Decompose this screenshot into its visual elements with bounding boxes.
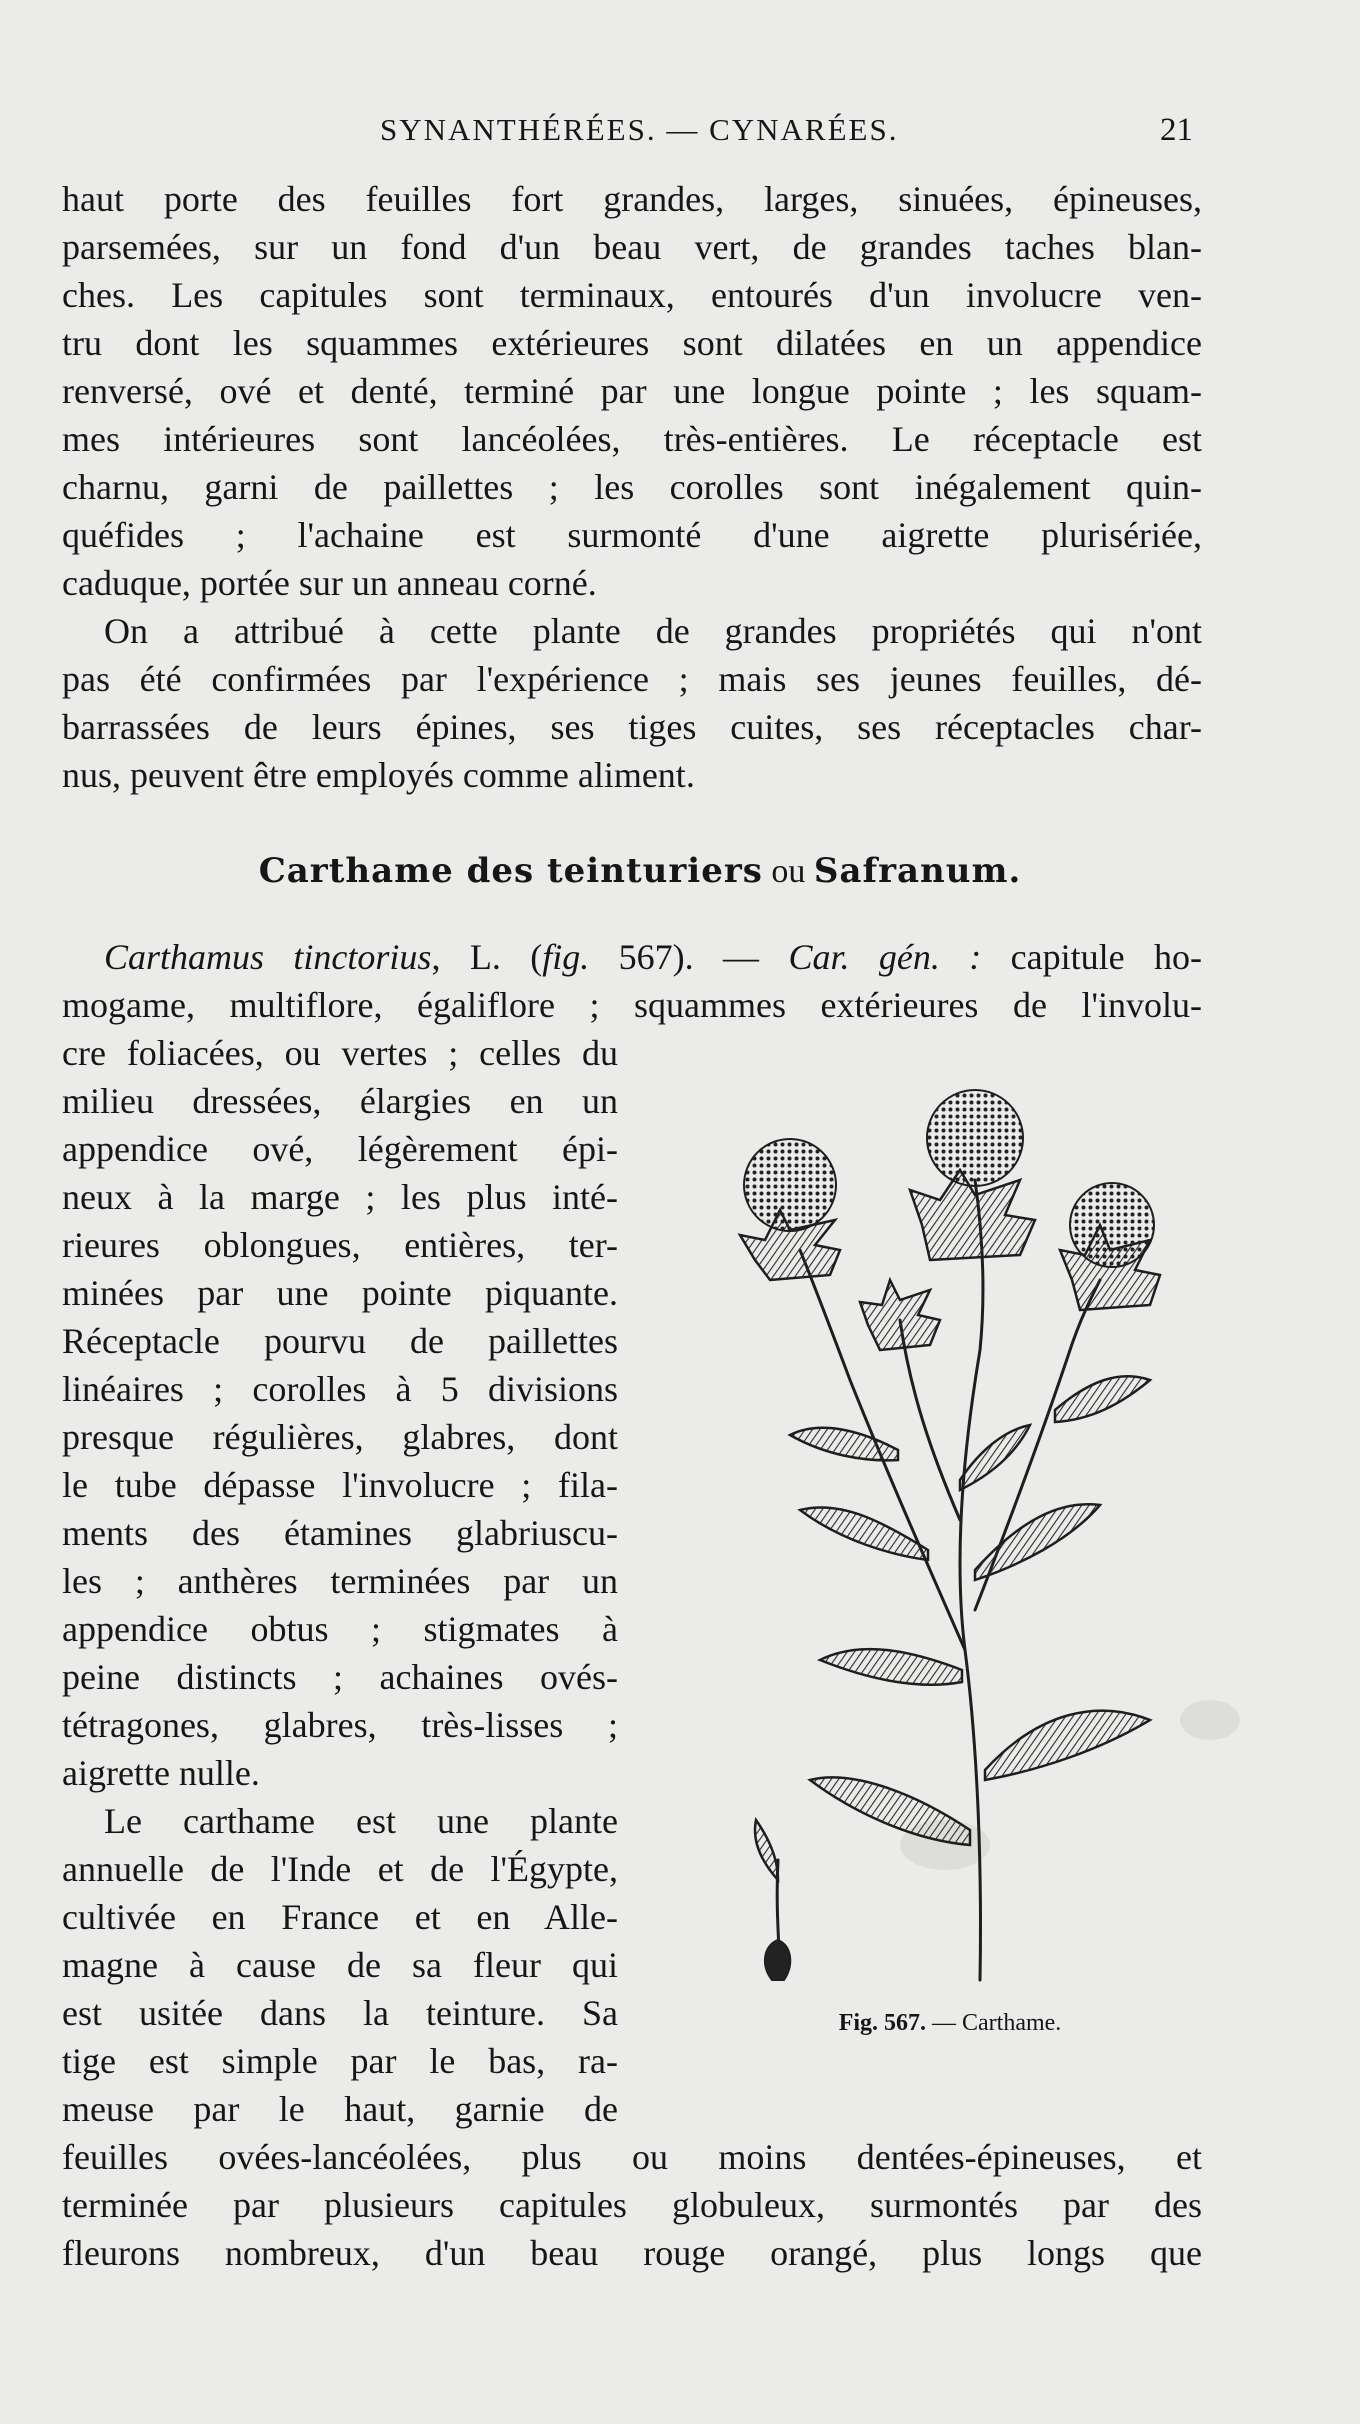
text-line: milieu dressées, élargies en un <box>62 1081 618 1121</box>
text-line: ments des étamines glabriuscu- <box>62 1513 618 1553</box>
text-line: linéaires ; corolles à 5 divisions <box>62 1369 618 1409</box>
page-header <box>0 112 1360 162</box>
text-line: Le carthame est une plante <box>104 1801 618 1841</box>
fig-abbr: fig. <box>542 937 590 977</box>
heading-main: Carthame des teinturiers <box>258 851 763 891</box>
text-line: peine distincts ; achaines ovés- <box>62 1657 618 1697</box>
section-heading <box>0 848 1280 895</box>
text-line: mes intérieures sont lancéolées, très-entières. Le réceptacle est <box>62 419 1202 459</box>
running-title: SYNANTHÉRÉES. — CYNARÉES. <box>380 112 899 147</box>
heading-alt: Safranum. <box>813 851 1022 891</box>
car-gen: Car. gén. : <box>788 937 982 977</box>
text-line: tru dont les squammes extérieures sont dilatées en un appendice <box>62 323 1202 363</box>
heading-connector: ou <box>771 853 806 890</box>
text-line: appendice obtus ; stigmates à <box>62 1609 618 1649</box>
text-line: terminée par plusieurs capitules globuleux, surmontés par des <box>62 2185 1202 2225</box>
text-line: quéfides ; l'achaine est surmonté d'une aigrette plurisériée, <box>62 515 1202 555</box>
text-line: nus, peuvent être employés comme aliment. <box>62 755 695 795</box>
text-line: aigrette nulle. <box>62 1753 260 1793</box>
text-line: les ; anthères terminées par un <box>62 1561 618 1601</box>
page-number: 21 <box>1160 112 1193 148</box>
text-line: meuse par le haut, garnie de <box>62 2089 618 2129</box>
text-line: le tube dépasse l'involucre ; fila- <box>62 1465 618 1505</box>
figure-caption <box>770 2008 1130 2038</box>
text-line: mogame, multiflore, égaliflore ; squammes extérieures de l'involu- <box>62 985 1202 1025</box>
text-line: annuelle de l'Inde et de l'Égypte, <box>62 1849 618 1889</box>
carthame-engraving-icon <box>660 1050 1220 2010</box>
text-line: caduque, portée sur un anneau corné. <box>62 563 597 603</box>
text-line: renversé, ové et denté, terminé par une longue pointe ; les squam- <box>62 371 1202 411</box>
text-line: barrassées de leurs épines, ses tiges cuites, ses réceptacles char- <box>62 707 1202 747</box>
text-line: neux à la marge ; les plus inté- <box>62 1177 618 1217</box>
text-line: Réceptacle pourvu de paillettes <box>62 1321 618 1361</box>
species-name: Carthamus tinctorius <box>104 937 432 977</box>
text-line: ches. Les capitules sont terminaux, entourés d'un involucre ven- <box>62 275 1202 315</box>
text-line: On a attribué à cette plante de grandes propriétés qui n'ont <box>104 611 1202 651</box>
species-author: , L. ( <box>431 937 543 977</box>
text-line: fleurons nombreux, d'un beau rouge orangé, plus longs que <box>62 2233 1202 2273</box>
text-line: tétragones, glabres, très-lisses ; <box>62 1705 618 1745</box>
species-line <box>62 934 1202 980</box>
figure-number: Fig. 567. <box>838 2010 927 2036</box>
text-line: rieures oblongues, entières, ter- <box>62 1225 618 1265</box>
text-line: parsemées, sur un fond d'un beau vert, de grandes taches blan- <box>62 227 1202 267</box>
species-rest: capitule ho- <box>981 937 1203 977</box>
text-line: feuilles ovées-lancéolées, plus ou moins dentées-épineuses, et <box>62 2137 1202 2177</box>
text-line: cultivée en France et en Alle- <box>62 1897 618 1937</box>
text-line: charnu, garni de paillettes ; les corolles sont inégalement quin- <box>62 467 1202 507</box>
text-line: haut porte des feuilles fort grandes, larges, sinuées, épineuses, <box>62 179 1202 219</box>
text-line: cre foliacées, ou vertes ; celles du <box>62 1033 618 1073</box>
text-line: magne à cause de sa fleur qui <box>62 1945 618 1985</box>
text-line: est usitée dans la teinture. Sa <box>62 1993 618 2033</box>
text-line: minées par une pointe piquante. <box>62 1273 618 1313</box>
text-line: appendice ové, légèrement épi- <box>62 1129 618 1169</box>
text-line: presque régulières, glabres, dont <box>62 1417 618 1457</box>
fig-ref: 567). — <box>589 937 789 977</box>
figure-caption-text: — Carthame. <box>926 2010 1062 2036</box>
text-line: pas été confirmées par l'expérience ; mais ses jeunes feuilles, dé- <box>62 659 1202 699</box>
text-line: tige est simple par le bas, ra- <box>62 2041 618 2081</box>
